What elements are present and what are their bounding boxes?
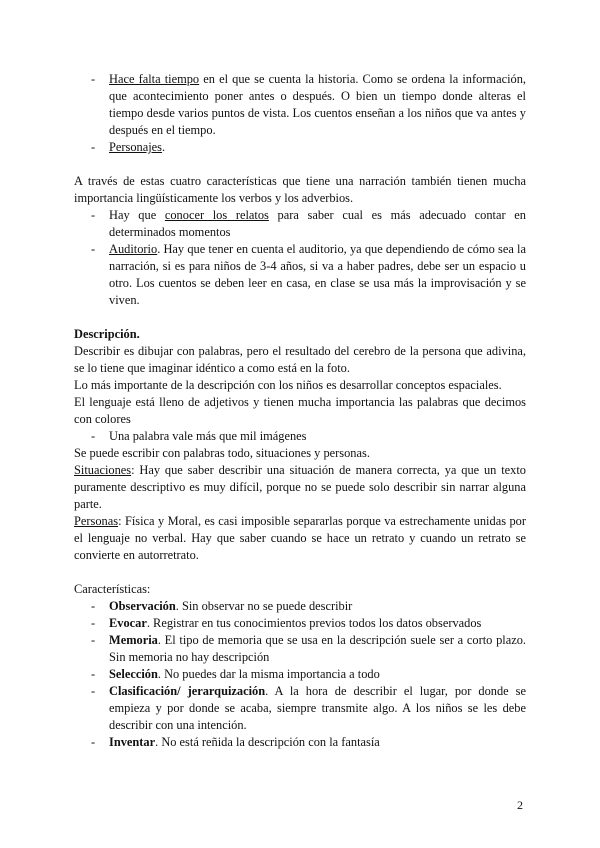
characteristics-list — [74, 598, 526, 751]
term: Hace falta tiempo — [109, 72, 200, 86]
paragraph: Describir es dibujar con palabras, pero el resultado del cerebro de la persona que adivina, se lo tiene que imaginar idéntico a como está en la foto. — [74, 344, 526, 375]
term: Auditorio — [109, 242, 158, 256]
list-item: - Una palabra vale más que mil imágenes — [74, 428, 526, 445]
paragraph: Personas: Física y Moral, es casi imposible separarlas porque va estrechamente unidas por el lenguaje no verbal. Hay que saber cuando se hace un retrato y cuando un retrato se convierte en autorretrato. — [74, 514, 526, 562]
list-item: - Memoria. El tipo de memoria que se usa en la descripción suele ser a corto plazo. Sin memoria no hay descripción — [74, 632, 526, 666]
page-number: 2 — [517, 798, 523, 812]
section-heading: Descripción. — [74, 327, 140, 341]
paragraph: Lo más importante de la descripción con los niños es desarrollar conceptos espaciales. — [74, 378, 502, 392]
list-item: - Personajes. — [74, 139, 526, 156]
list-item: - Hace falta tiempo en el que se cuenta la historia. Como se ordena la información, que acontecimiento poner antes o después. O bien un tiempo donde alteras el tiempo desde varios puntos de vista. Los cuentos enseñan a los niños que va antes y después en el tiempo. — [74, 71, 526, 139]
term: Observación — [109, 599, 176, 613]
list-item: - Observación. Sin observar no se puede describir — [74, 598, 526, 615]
quote-list — [74, 428, 526, 445]
term: Selección — [109, 667, 158, 681]
paragraph: Situaciones: Hay que saber describir una situación de manera correcta, ya que un texto puramente descriptivo es muy difícil, porque no se puede solo describir sin narrar alguna parte. — [74, 463, 526, 511]
paragraph: El lenguaje está lleno de adjetivos y tienen mucha importancia las palabras que decimos con colores — [74, 395, 526, 426]
term: Memoria — [109, 633, 158, 647]
term: Clasificación/ jerarquización — [109, 684, 266, 698]
list-item: - Auditorio. Hay que tener en cuenta el auditorio, ya que dependiendo de cómo sea la narración, si es para niños de 3-4 años, si va a haber padres, debe ser un espacio u otro. Los cuentos se deben leer en casa, en clase se usa más la improvisación y se viven. — [74, 241, 526, 309]
term: Inventar — [109, 735, 156, 749]
list-item: - Clasificación/ jerarquización. A la hora de describir el lugar, por donde se empieza y por donde se acaba, siempre transmite algo. A los niños se les debe describir con una intención. — [74, 683, 526, 734]
paragraph: A través de estas cuatro características que tiene una narración también tienen mucha importancia lingüísticamente los verbos y los adverbios. — [74, 174, 526, 205]
paragraph: Se puede escribir con palabras todo, situaciones y personas. — [74, 446, 370, 460]
list-item: - Evocar. Registrar en tus conocimientos previos todos los datos observados — [74, 615, 526, 632]
narration-elements-list — [74, 71, 526, 156]
term: Evocar — [109, 616, 147, 630]
term: Situaciones — [74, 463, 132, 477]
list-item: - Hay que conocer los relatos para saber cual es más adecuado contar en determinados momentos — [74, 207, 526, 241]
term: Personas — [74, 514, 119, 528]
term: conocer los relatos — [164, 208, 269, 222]
list-item: - Inventar. No está reñida la descripción con la fantasía — [74, 734, 526, 751]
document-page — [74, 71, 526, 751]
narration-tips-list — [74, 207, 526, 309]
subheading: Características: — [74, 582, 151, 596]
term: Personajes — [109, 140, 162, 154]
list-item: - Selección. No puedes dar la misma importancia a todo — [74, 666, 526, 683]
